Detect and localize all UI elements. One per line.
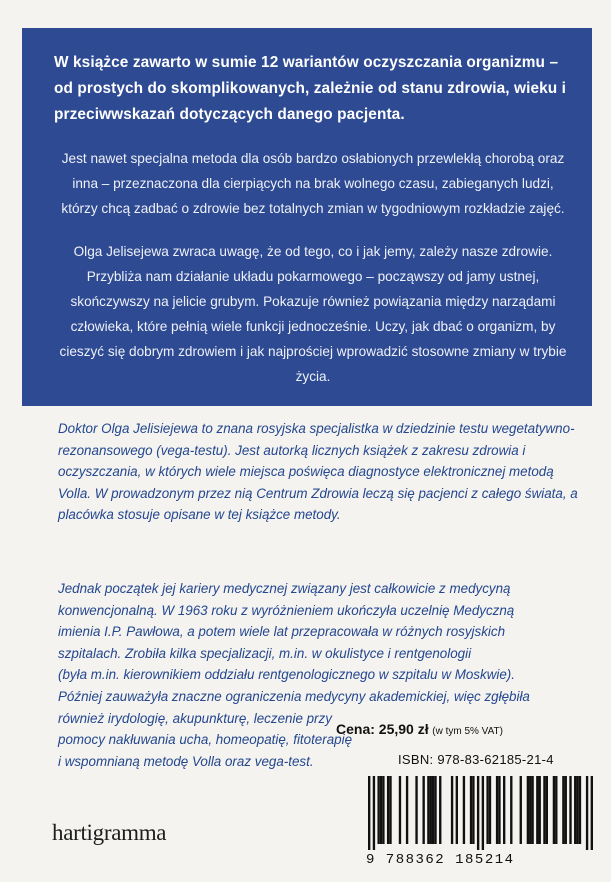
barcode-bar <box>536 776 538 844</box>
barcode-bar <box>510 776 512 844</box>
barcode-bar <box>382 776 384 844</box>
barcode-bar <box>543 776 545 844</box>
barcode-bar <box>422 776 424 844</box>
barcode-bar <box>529 776 531 844</box>
panel-paragraph-1: Jest nawet specjalna metoda dla osób bardzo osłabionych przewlekłą chorobą oraz inna – przeznaczona dla cierpiących na brak wolnego czasu, zabieganych ludzi, którzy chcą zadbać o zdrowie bez totalnych zmian w tygodniowym rozkładzie zajęć. <box>61 151 565 216</box>
publisher-logo: hartigramma <box>52 820 167 845</box>
barcode-bar <box>430 776 432 844</box>
barcode-bar <box>503 776 505 844</box>
price-vat-note: (w tym 5% VAT) <box>432 726 503 737</box>
barcode-bar <box>531 776 533 844</box>
bio-line: imienia I.P. Pawłowa, a potem wiele lat przepracowała w różnych rosyjskich <box>58 624 506 640</box>
bio-line: szpitalach. Zrobiła kilka specjalizacji, m.in. w okulistyce i rentgenologii <box>58 645 472 661</box>
barcode-bar <box>579 776 581 844</box>
barcode-bar <box>432 776 434 844</box>
barcode-bar <box>373 776 375 850</box>
barcode-bar <box>377 776 379 844</box>
barcode-bar <box>486 776 488 844</box>
barcode-bar <box>527 776 529 844</box>
barcode-bar <box>496 776 498 844</box>
barcode-bar <box>546 776 548 844</box>
barcode-bar <box>439 776 441 844</box>
barcode-bar <box>489 776 491 844</box>
barcode-bar <box>387 776 389 844</box>
bio-line: Jednak początek jej kariery medycznej związany jest całkowicie z medycyną <box>58 581 511 596</box>
barcode-bar <box>451 776 453 844</box>
blurb-panel <box>22 28 592 406</box>
barcode-bar <box>520 776 522 844</box>
barcode-bar <box>463 776 465 844</box>
barcode-bar <box>574 776 576 844</box>
price-value: Cena: 25,90 zł <box>336 721 429 737</box>
barcode-bar <box>427 776 429 844</box>
barcode-bar <box>456 776 458 844</box>
barcode-bar <box>415 776 417 844</box>
barcode-bar <box>470 776 472 844</box>
barcode-bar <box>472 776 474 844</box>
price-label <box>336 721 606 737</box>
barcode-bar <box>591 776 593 850</box>
barcode-bar <box>368 776 370 850</box>
barcode-bar <box>555 776 557 844</box>
author-bio-paragraph-1: Doktor Olga Jelisiejewa to znana rosyjska specjalistka w dziedzinie testu wegetatywno-rezonansowego (vega-testu). Jest autorką licznych książek z zakresu zdrowia i oczyszczania, w których wiele miejsca poświęca diagnostyce elektronicznej metodą Volla. W prowadzonym przez nią Centrum Zdrowia leczą się pacjenci z całego świata, a placówka stosuje opisane w tej książce metody. <box>58 421 578 523</box>
barcode-bar <box>565 776 567 844</box>
barcode-bar <box>586 776 588 850</box>
bio-line: pomocy nakłuwania ucha, homeopatię, fitoterapię <box>58 732 353 748</box>
barcode-bar <box>434 776 436 844</box>
barcode-bar <box>498 776 500 844</box>
bio-line: Później zauważyła znaczne ograniczenia medycyny akademickiej, więc zgłębiła <box>58 688 530 704</box>
barcode-digits: 9 788362 185214 <box>366 852 515 868</box>
barcode-bar <box>553 776 555 844</box>
bio-line: i wspomnianą metodę Volla oraz vega-test. <box>58 753 314 769</box>
panel-paragraph-2: Olga Jelisejewa zwraca uwagę, że od tego, co i jak jemy, zależy nasze zdrowie. Przybliża nam działanie układu pokarmowego – począwszy od jamy ustnej, skończywszy na jelicie grubym. Pokazuje również powiązania między narządami człowieka, które pełnią wiele funkcji jednocześnie. Uczy, jak dbać o organizm, by cieszyć się dobrym zdrowiem i jak najprościej wprowadzić stosowne zmiany w trybie życia. <box>59 244 567 384</box>
barcode <box>368 776 593 850</box>
bio-line: również irydologię, akupunkturę, leczenie przy <box>58 710 332 726</box>
author-bio-paragraph-2 <box>58 578 578 772</box>
bio-line: (była m.in. kierownikiem oddziału rentgenologicznego w szpitalu w Moskwie). <box>58 667 515 683</box>
lead-paragraph: W książce zawarto w sumie 12 wariantów oczyszczania organizmu – od prostych do skomplikowanych, zależnie od stanu zdrowia, wieku i przeciwwskazań dotyczących danego pacjenta. <box>54 54 567 123</box>
isbn-number: ISBN: 978-83-62185-21-4 <box>398 752 554 767</box>
bio-line: konwencjonalną. W 1963 roku z wyróżnieniem ukończyła uczelnię Medyczną <box>58 602 515 618</box>
barcode-bar <box>539 776 541 844</box>
barcode-bar <box>562 776 564 844</box>
barcode-bar <box>576 776 578 844</box>
barcode-bar <box>399 776 401 844</box>
barcode-bar <box>477 776 479 850</box>
barcode-bar <box>380 776 382 844</box>
barcode-bar <box>406 776 408 844</box>
barcode-bar <box>482 776 484 850</box>
barcode-bar <box>389 776 391 844</box>
barcode-bar <box>569 776 571 844</box>
